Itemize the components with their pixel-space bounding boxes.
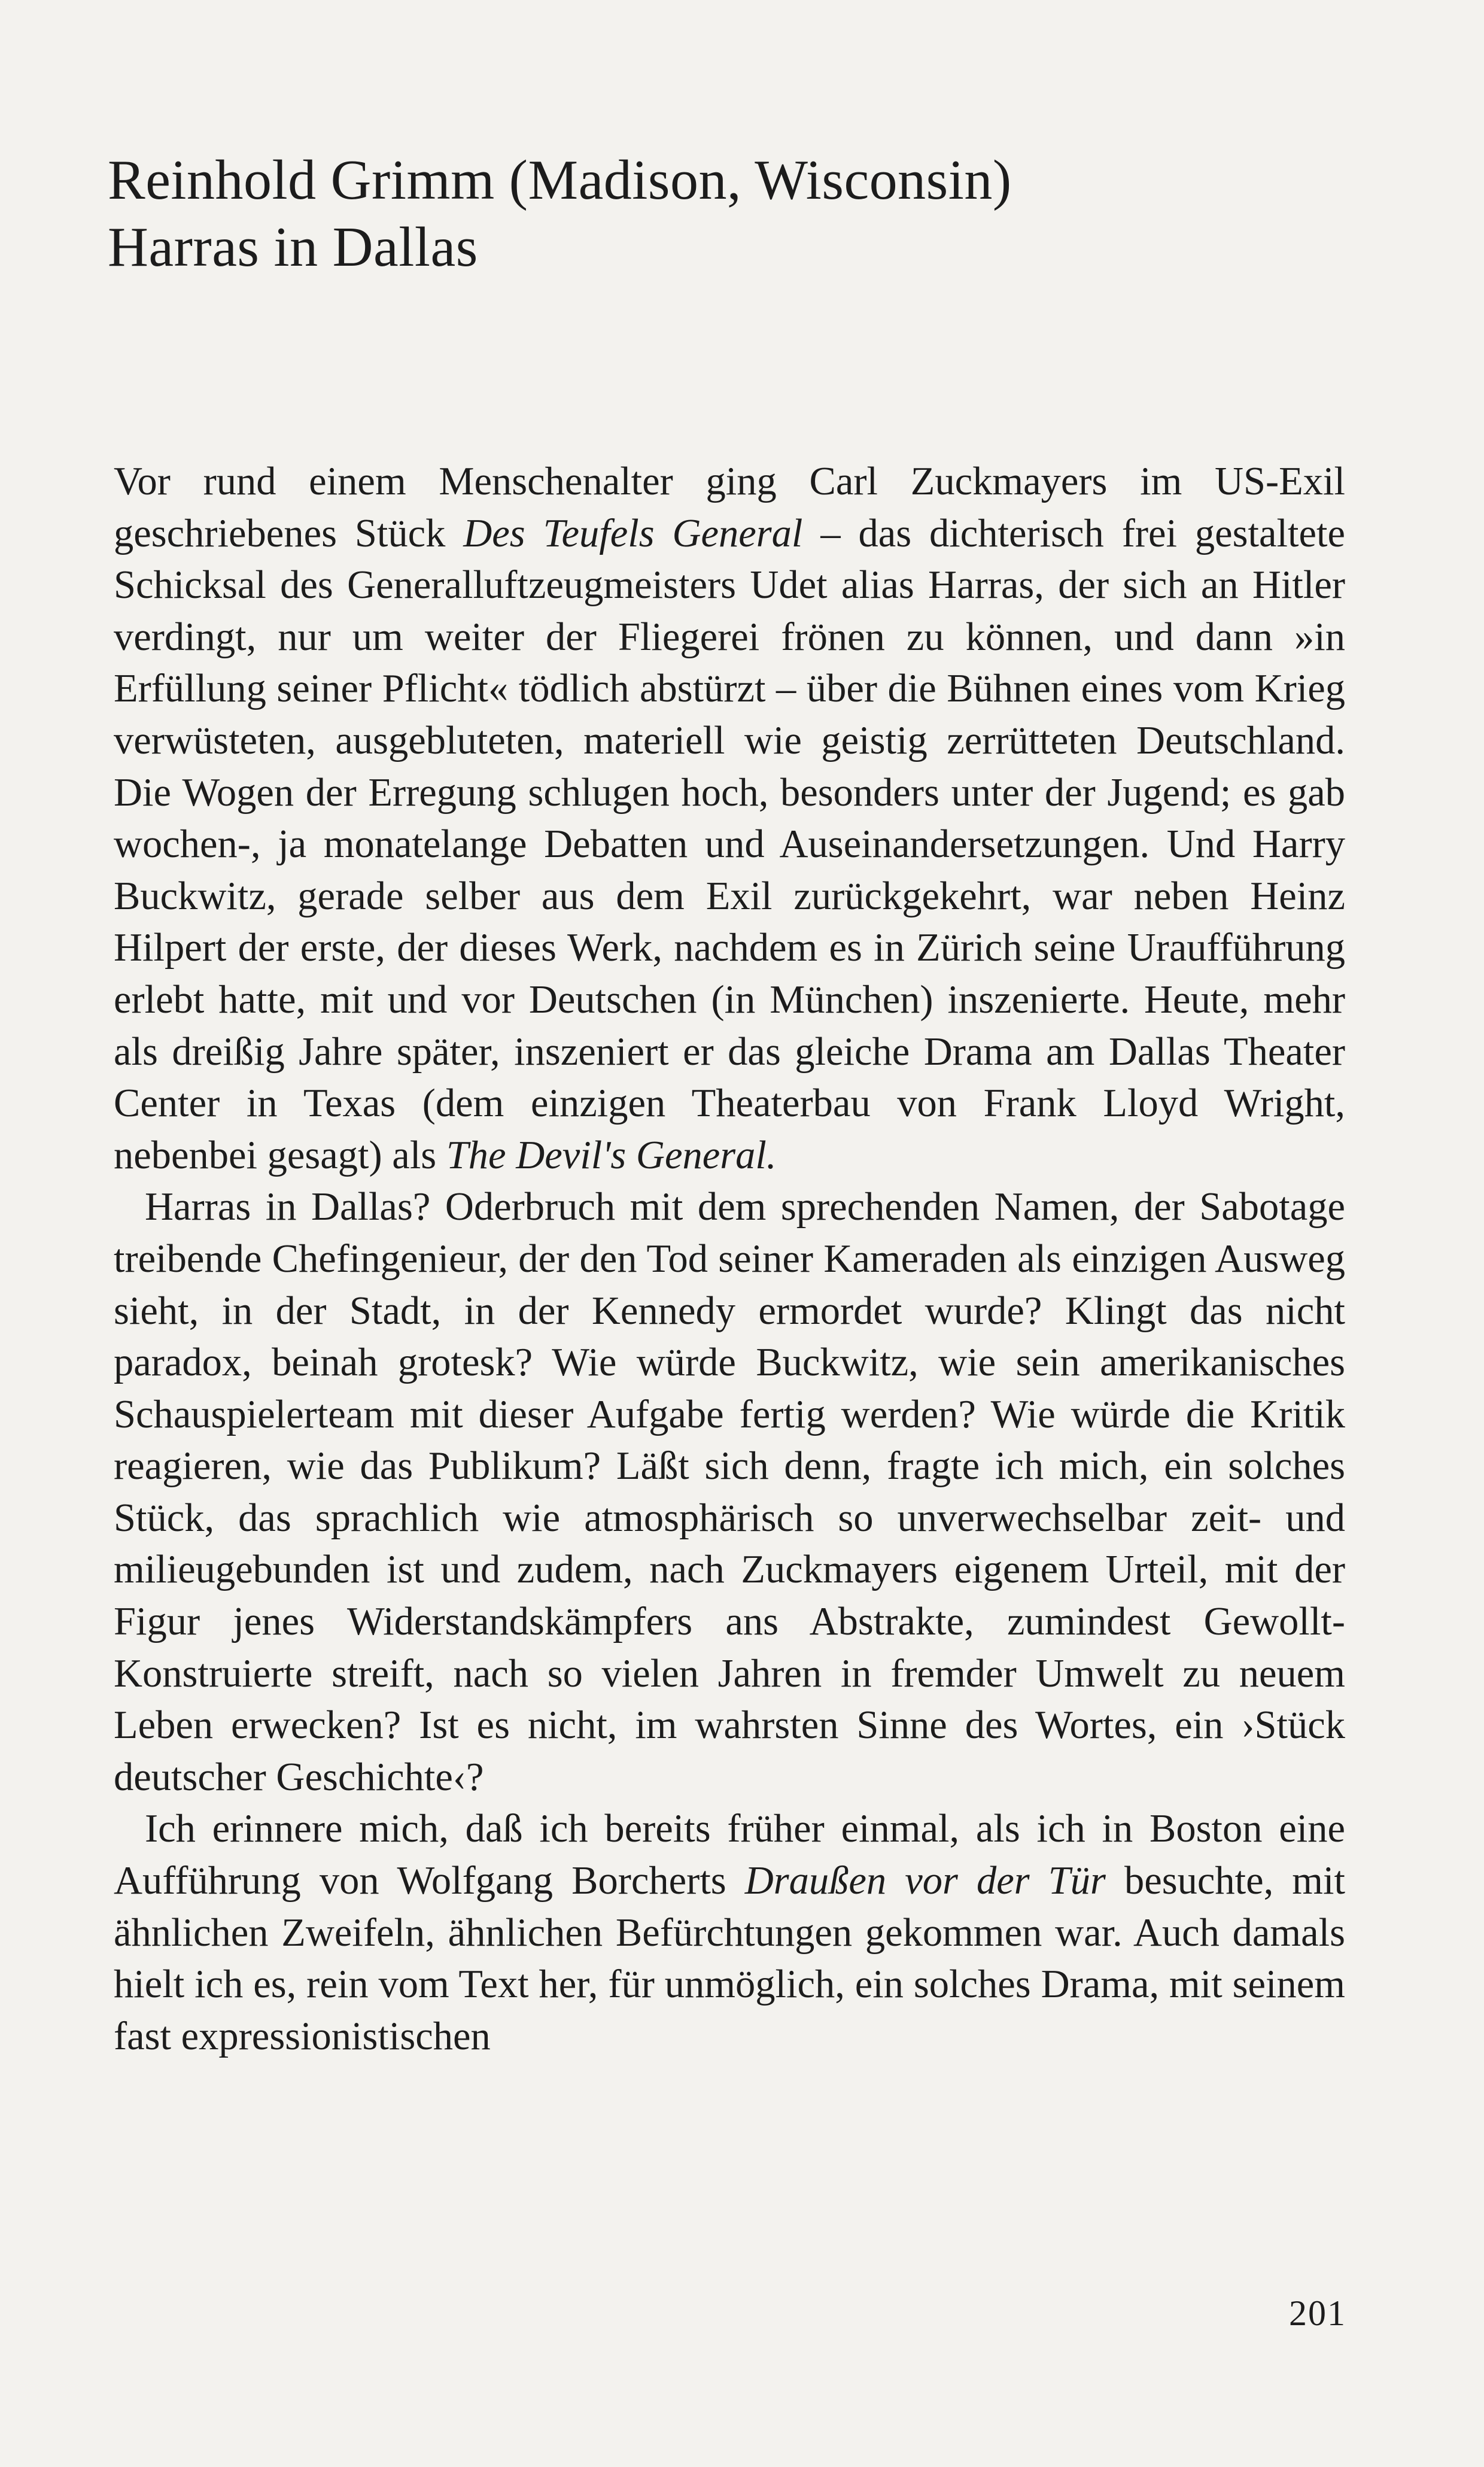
page-number: 201 — [1289, 2293, 1346, 2333]
italic-title-the-devils-general: The Devil's General. — [446, 1133, 777, 1177]
italic-title-draussen-vor-der-tuer: Draußen vor der Tür — [744, 1859, 1106, 1903]
text-segment: besuchte, mit ähnlichen Zweifeln, ähnlichen Befürchtungen gekommen war. Auch damals hielt ich es, rein vom Text her, für unmöglich, ein solches Drama, mit seinem fast expressionistischen — [114, 1859, 1345, 2058]
article-heading — [108, 147, 1364, 281]
italic-title-des-teufels-general: Des Teufels General — [463, 511, 803, 555]
text-segment: Ich erinnere mich, daß ich bereits früher einmal, als ich in Boston eine Aufführung von Wolfgang Borcherts — [114, 1807, 1345, 1903]
text-segment: Harras in Dallas? Oderbruch mit dem sprechenden Namen, der Sabotage treibende Chefingenieur, der den Tod seiner Kameraden als einzigen Ausweg sieht, in der Stadt, in der Kennedy ermordet wurde? Klingt das nicht paradox, beinah grotesk? Wie würde Buckwitz, wie sein amerikanisches Schauspielerteam mit dieser Aufgabe fertig werden? Wie würde die Kritik reagieren, wie das Publikum? Läßt sich denn, fragte ich mich, ein solches Stück, das sprachlich wie atmosphärisch so unverwechselbar zeit- und milieugebunden ist und zudem, nach Zuckmayers eigenem Urteil, mit der Figur jenes Widerstandskämpfers ans Abstrakte, zumindest Gewollt-Konstruierte streift, nach so vielen Jahren in fremder Umwelt zu neuem Leben erwecken? Ist es nicht, im wahrsten Sinne des Wortes, ein ›Stück deutscher Geschichte‹? — [114, 1185, 1345, 1799]
article-title: Harras in Dallas — [108, 216, 478, 278]
author-line: Reinhold Grimm (Madison, Wisconsin) — [108, 149, 1012, 211]
paragraph-3 — [114, 1803, 1345, 2062]
article-body — [114, 456, 1345, 2062]
text-segment: Vor rund einem Menschenalter ging Carl Zuckmayers im US-Exil geschriebenes Stück — [114, 460, 1345, 555]
text-segment: – das dichterisch frei gestaltete Schicksal des Generalluftzeugmeisters Udet alias Harras, der sich an Hitler verdingt, nur um weiter der Fliegerei frönen zu können, und dann »in Erfüllung seiner Pflicht« tödlich abstürzt – über die Bühnen eines vom Krieg verwüsteten, ausgebluteten, materiell wie geistig zerrütteten Deutschland. Die Wogen der Erregung schlugen hoch, besonders unter der Jugend; es gab wochen-, ja monatelange Debatten und Auseinandersetzungen. Und Harry Buckwitz, gerade selber aus dem Exil zurückgekehrt, war neben Heinz Hilpert der erste, der dieses Werk, nachdem es in Zürich seine Uraufführung erlebt hatte, mit und vor Deutschen (in München) inszenierte. Heute, mehr als dreißig Jahre später, inszeniert er das gleiche Drama am Dallas Theater Center in Texas (dem einzigen Theaterbau von Frank Lloyd Wright, nebenbei gesagt) als — [114, 511, 1346, 1177]
paragraph-2 — [114, 1181, 1345, 1803]
paragraph-1 — [114, 456, 1345, 1181]
